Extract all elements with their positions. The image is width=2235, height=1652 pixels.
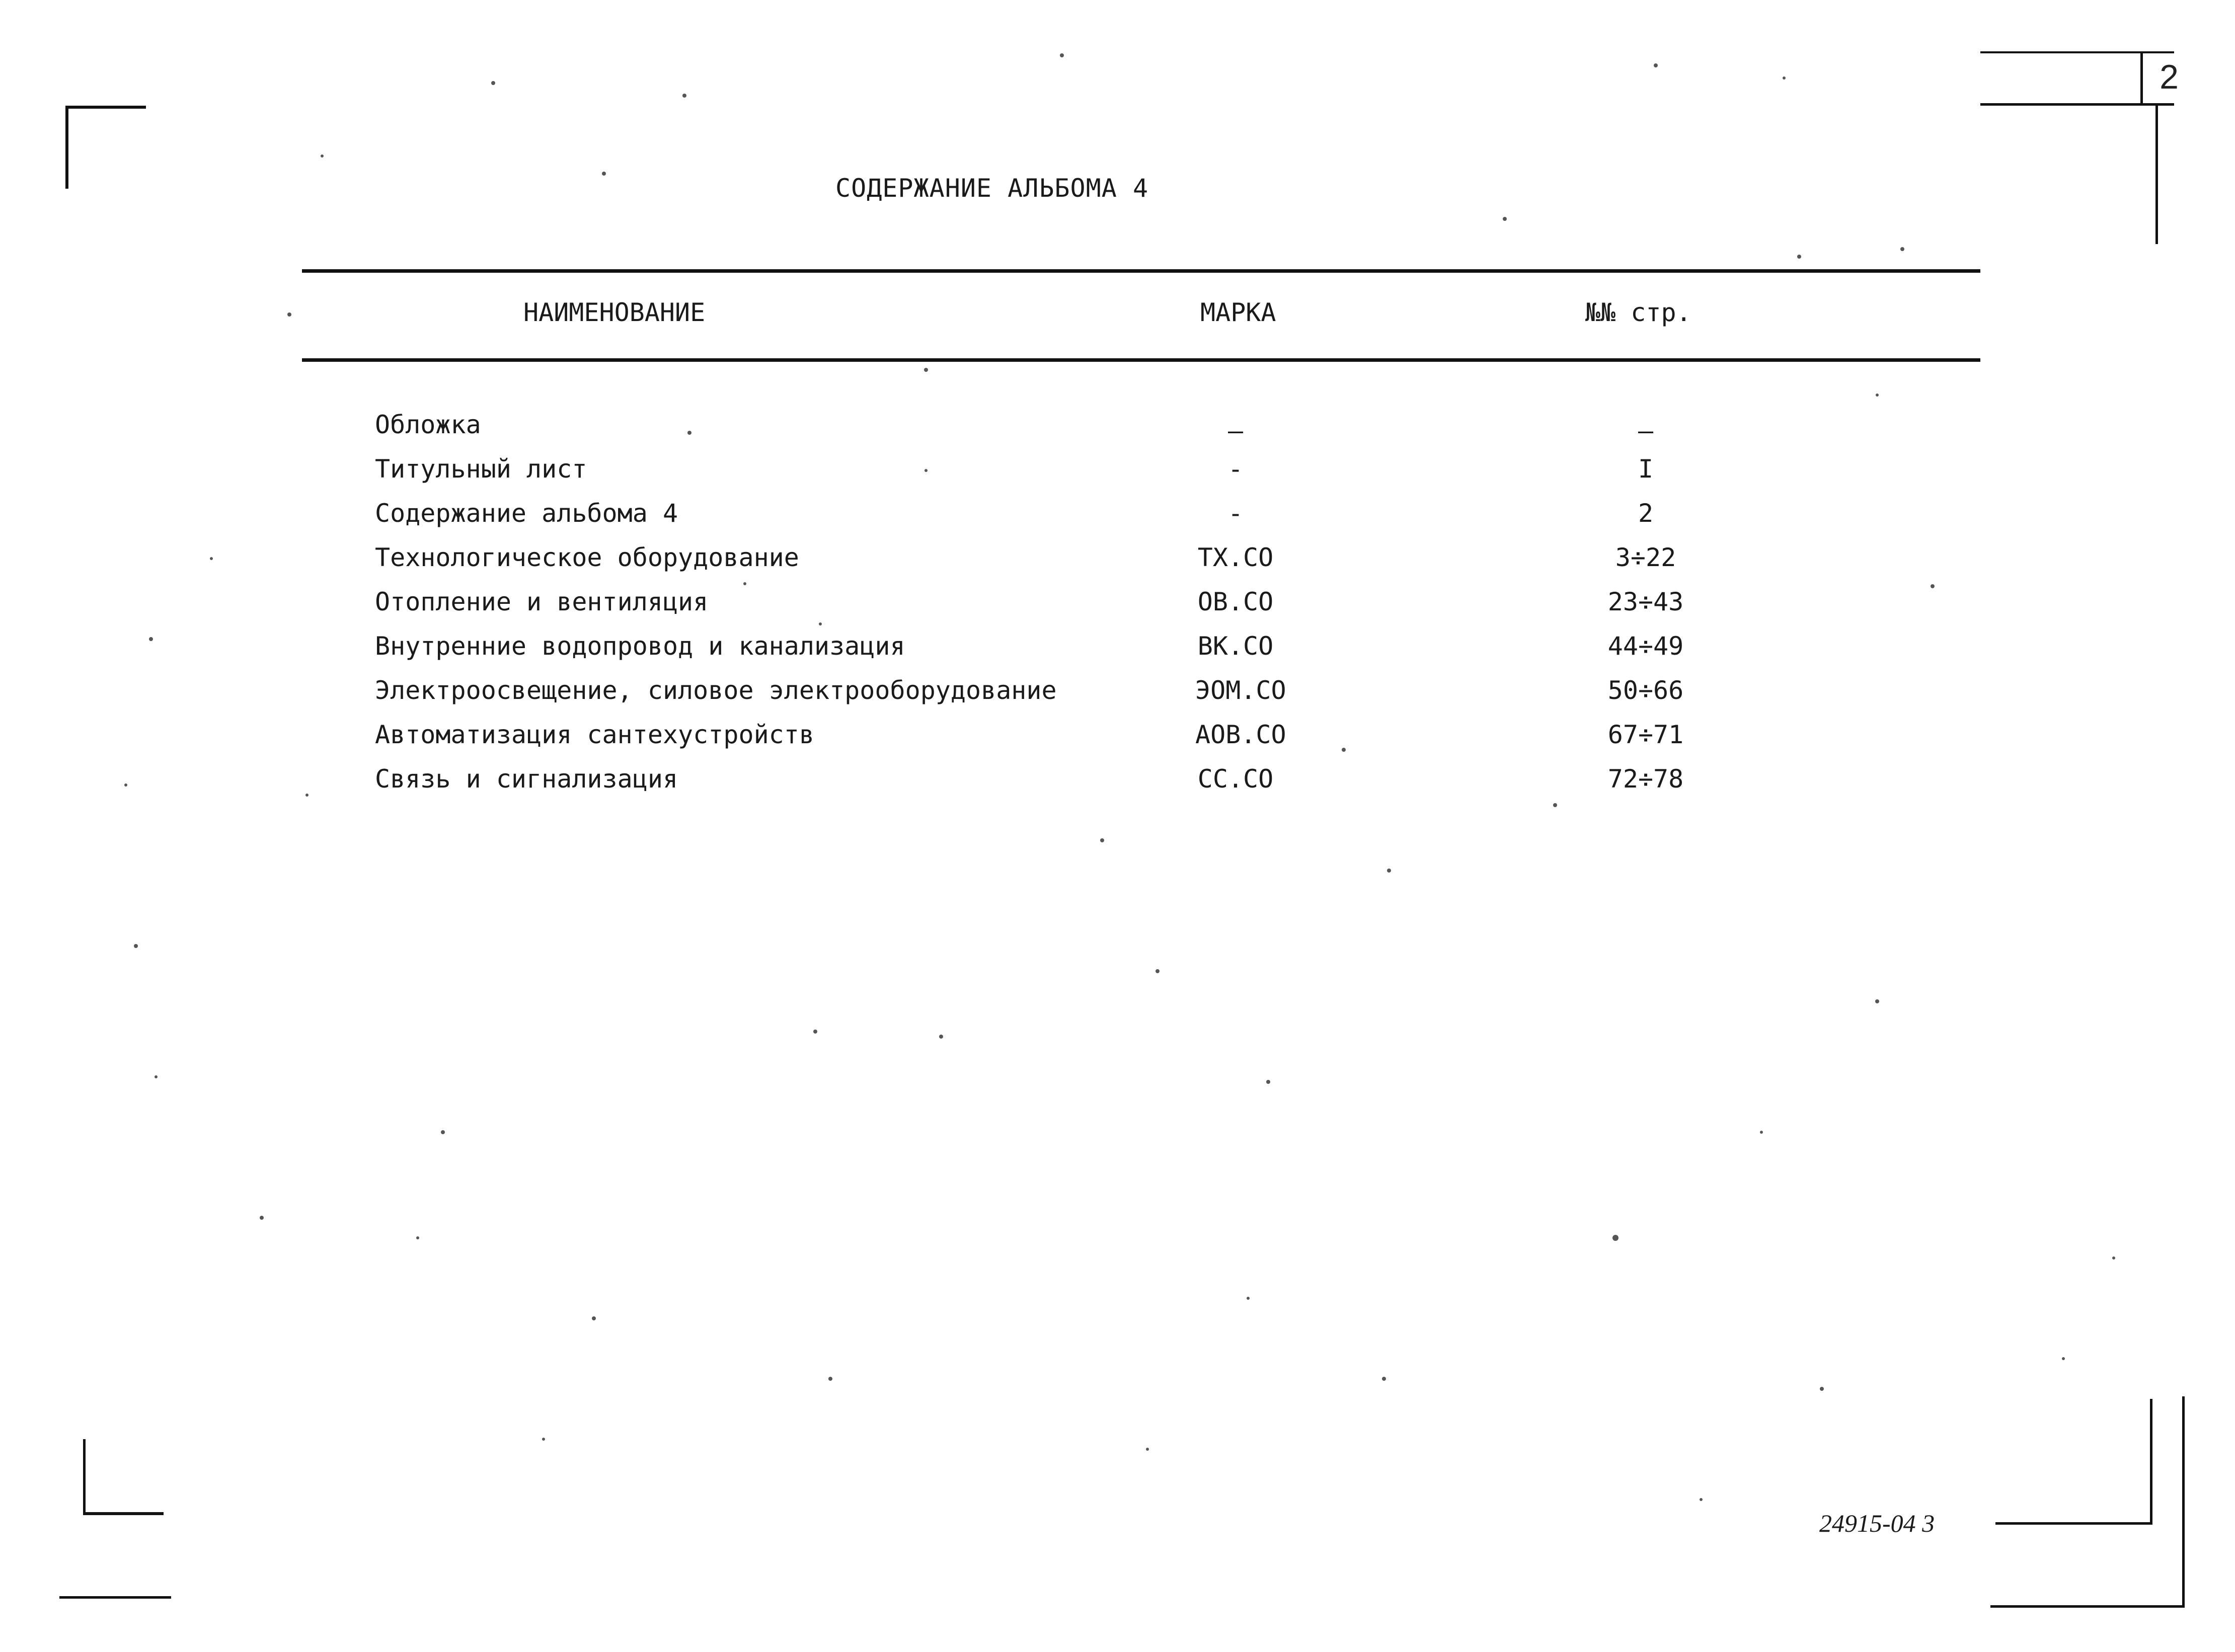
row-page: 23÷43 [1607,587,1684,616]
row-page: – [1638,416,1654,445]
column-header-name: НАИМЕНОВАНИЕ [523,298,706,327]
row-name: Автоматизация сантехустройств [375,720,814,749]
row-mark: ЭОМ.СО [1195,676,1286,705]
row-mark: СС.СО [1197,764,1274,794]
column-header-mark: МАРКА [1200,298,1276,327]
row-page: 3÷22 [1615,543,1676,572]
row-mark: АОВ.СО [1195,720,1286,749]
row-mark: - [1227,499,1244,528]
row-mark: - [1227,454,1244,484]
row-name: Содержание альбома 4 [375,499,678,528]
row-page: 50÷66 [1607,676,1684,705]
row-name: Внутренние водопровод и канализация [375,632,905,661]
row-name: Титульный лист [375,454,587,484]
row-page: I [1638,454,1654,484]
document-code: 24915-04 3 [1819,1509,1935,1537]
row-page: 67÷71 [1607,720,1684,749]
row-name: Связь и сигнализация [375,764,678,794]
row-mark: ОВ.СО [1197,587,1274,616]
row-name: Обложка [375,410,481,439]
row-mark: ВК.СО [1197,632,1274,661]
page-number: 2 [2160,58,2179,96]
row-name: Технологическое оборудование [375,543,799,572]
row-mark: – [1227,416,1244,445]
row-page: 44÷49 [1607,632,1684,661]
row-name: Отопление и вентиляция [375,587,709,616]
row-mark: ТХ.СО [1197,543,1274,572]
row-page: 72÷78 [1607,764,1684,794]
row-page: 2 [1638,499,1654,528]
page-title: СОДЕРЖАНИЕ АЛЬБОМА 4 [835,174,1149,203]
row-name: Электроосвещение, силовое электрооборудование [375,676,1057,705]
column-header-page: №№ стр. [1585,298,1691,327]
